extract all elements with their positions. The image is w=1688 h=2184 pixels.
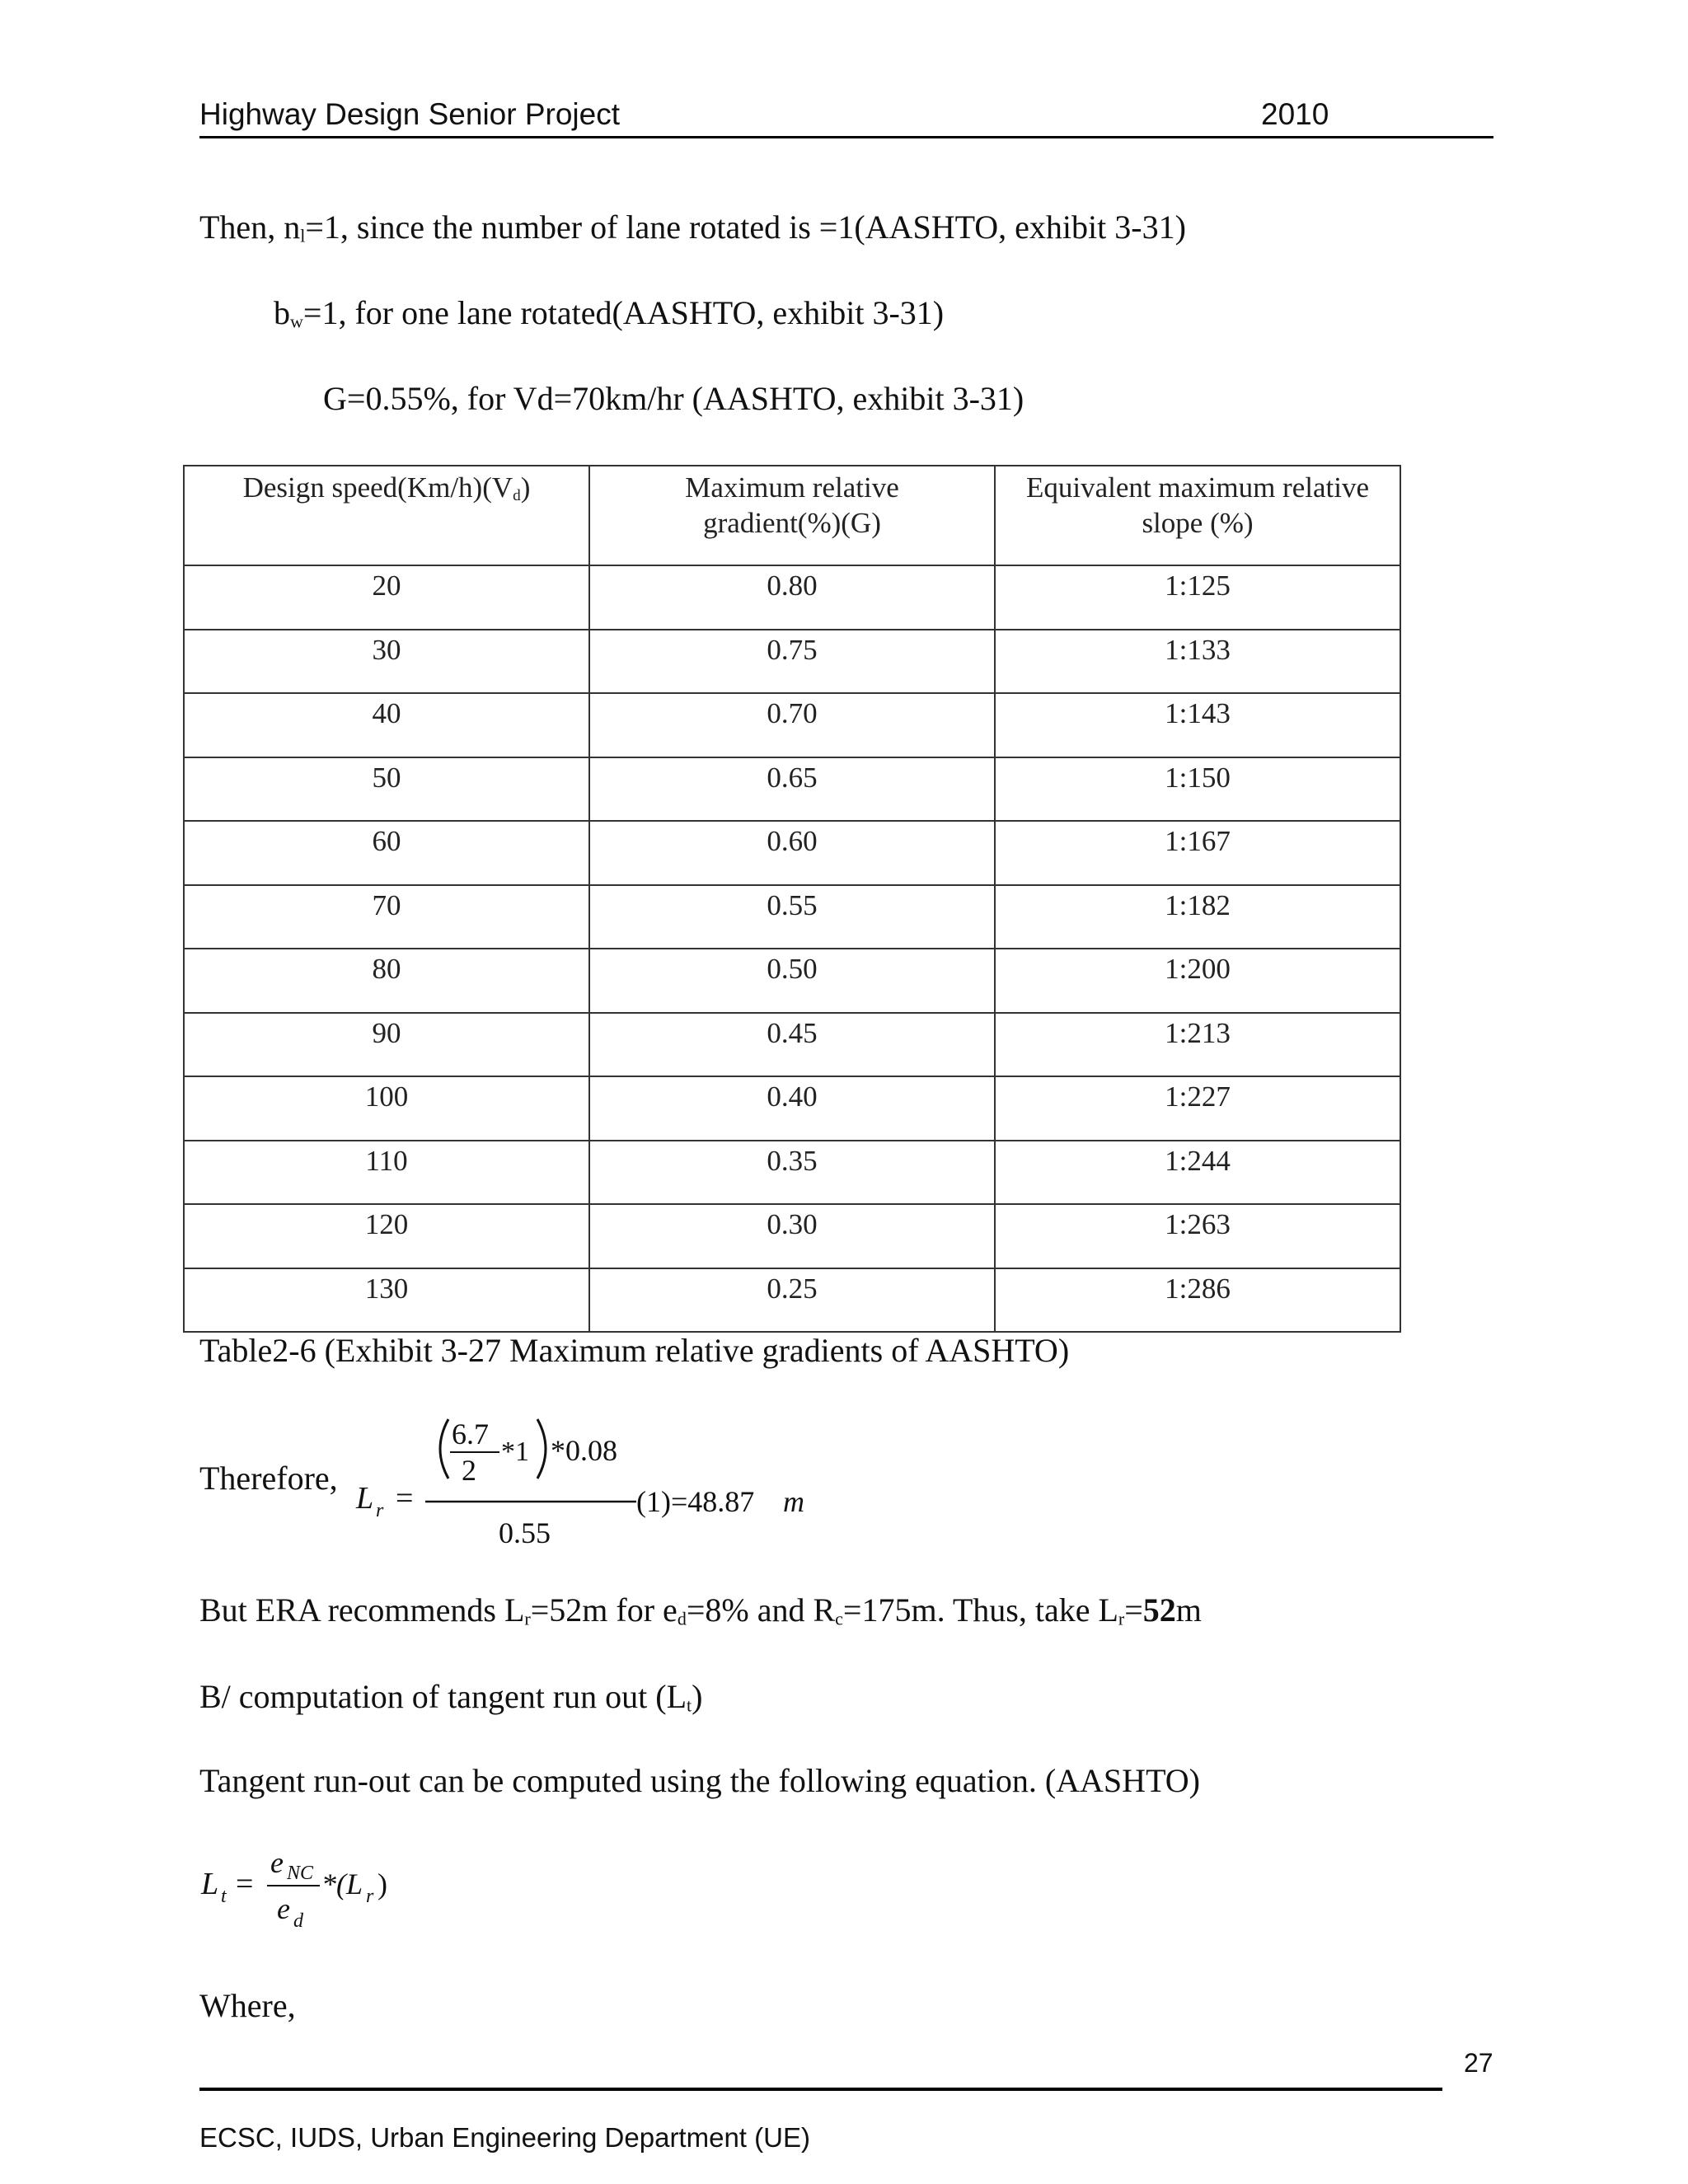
cell-speed: 130 <box>184 1268 589 1333</box>
f2-rhs-sub: r <box>366 1886 374 1907</box>
table-row <box>184 1141 1400 1205</box>
where-label: Where, <box>199 1987 296 2024</box>
cell-speed: 50 <box>184 757 589 822</box>
f2-num: e <box>270 1846 284 1879</box>
footer-rule <box>199 2088 1442 2091</box>
cell-speed: 90 <box>184 1013 589 1077</box>
f1-close-paren <box>537 1419 546 1479</box>
cell-gradient: 0.25 <box>589 1268 995 1333</box>
cell-speed: 80 <box>184 949 589 1013</box>
f1-times-one: *1 <box>501 1436 529 1467</box>
table-header-equiv-slope <box>995 466 1400 565</box>
formula1-lead: Therefore, <box>199 1460 338 1497</box>
runout-sub: t <box>687 1694 692 1716</box>
era-t3: =8% and R <box>686 1591 836 1629</box>
cell-slope: 1:227 <box>995 1076 1400 1141</box>
header-title: Highway Design Senior Project <box>199 97 621 131</box>
intro-line2-post: =1, for one lane rotated(AASHTO, exhibit 3-31) <box>302 294 945 331</box>
cell-slope: 1:200 <box>995 949 1400 1013</box>
cell-gradient: 0.30 <box>589 1204 995 1268</box>
f1-lhs: L <box>356 1481 374 1516</box>
table-row <box>184 949 1400 1013</box>
header-rule <box>199 136 1493 138</box>
header-slope-line1: Equivalent maximum relative <box>1026 471 1369 504</box>
intro-line-lanes <box>199 208 1186 246</box>
cell-slope: 1:167 <box>995 821 1400 885</box>
table-row <box>184 1204 1400 1268</box>
f2-equals: = <box>236 1867 254 1901</box>
table-row <box>184 1076 1400 1141</box>
cell-gradient: 0.45 <box>589 1013 995 1077</box>
cell-slope: 1:125 <box>995 565 1400 630</box>
cell-speed: 70 <box>184 885 589 949</box>
cell-speed: 40 <box>184 693 589 757</box>
tangent-runout-heading <box>199 1677 702 1716</box>
header-gradient-line2: gradient(%)(G) <box>703 507 881 539</box>
f1-unit: m <box>783 1485 804 1518</box>
f2-lhs: L <box>201 1867 219 1901</box>
header-speed-tail: ) <box>520 471 531 504</box>
page-number: 27 <box>1464 2048 1493 2078</box>
cell-speed: 60 <box>184 821 589 885</box>
cell-slope: 1:213 <box>995 1013 1400 1077</box>
era-s4: r <box>1118 1608 1125 1629</box>
cell-slope: 1:182 <box>995 885 1400 949</box>
cell-gradient: 0.70 <box>589 693 995 757</box>
f1-inner-den: 2 <box>462 1454 476 1487</box>
cell-gradient: 0.50 <box>589 949 995 1013</box>
table-row <box>184 565 1400 630</box>
cell-gradient: 0.60 <box>589 821 995 885</box>
runoff-length-formula <box>346 1401 857 1558</box>
runout-pre: B/ computation of tangent run out (L <box>199 1678 687 1715</box>
f1-times-e: *0.08 <box>551 1434 617 1467</box>
relative-gradient-table <box>183 465 1401 1333</box>
cell-speed: 30 <box>184 630 589 694</box>
f1-factor: (1) <box>636 1485 671 1518</box>
f1-result: =48.87 <box>671 1485 755 1518</box>
cell-gradient: 0.65 <box>589 757 995 822</box>
header-slope-line2: slope (%) <box>1142 507 1254 539</box>
table-header-row <box>184 466 1400 565</box>
table-row <box>184 630 1400 694</box>
table-row <box>184 693 1400 757</box>
header-gradient-line1: Maximum relative <box>685 471 899 504</box>
table-row <box>184 757 1400 822</box>
f1-equals: = <box>396 1481 414 1516</box>
f1-open-paren <box>440 1419 448 1479</box>
runout-post: ) <box>692 1678 703 1715</box>
table-header-max-gradient <box>589 466 995 565</box>
f1-inner-num: 6.7 <box>452 1418 489 1451</box>
table-header-design-speed <box>184 466 589 565</box>
era-t1: But ERA recommends L <box>199 1591 525 1629</box>
cell-slope: 1:286 <box>995 1268 1400 1333</box>
cell-gradient: 0.40 <box>589 1076 995 1141</box>
f2-rhs-close: ) <box>377 1868 387 1900</box>
era-s2: d <box>677 1608 687 1629</box>
cell-slope: 1:263 <box>995 1204 1400 1268</box>
header-year: 2010 <box>1261 97 1329 131</box>
cell-speed: 100 <box>184 1076 589 1141</box>
era-s3: c <box>835 1608 843 1629</box>
cell-gradient: 0.55 <box>589 885 995 949</box>
f2-rhs: *(L <box>321 1868 363 1900</box>
f2-lhs-sub: t <box>221 1886 227 1907</box>
cell-slope: 1:133 <box>995 630 1400 694</box>
intro-line-gradient: G=0.55%, for Vd=70km/hr (AASHTO, exhibit 3-31) <box>323 380 1025 417</box>
table-caption: Table2-6 (Exhibit 3-27 Maximum relative gradients of AASHTO) <box>199 1332 1070 1369</box>
tangent-runout-formula <box>195 1831 442 1938</box>
table-row <box>184 1013 1400 1077</box>
cell-speed: 110 <box>184 1141 589 1205</box>
f2-den-sub: d <box>293 1910 303 1932</box>
tangent-runout-intro: Tangent run-out can be computed using the following equation. (AASHTO) <box>199 1762 1200 1799</box>
f1-lhs-sub: r <box>376 1500 384 1521</box>
intro-line2-pre: b <box>274 294 290 331</box>
era-t5: = <box>1124 1591 1143 1629</box>
intro-line1-pre: Then, n <box>199 209 301 246</box>
footer-text: ECSC, IUDS, Urban Engineering Department (UE) <box>199 2122 810 2153</box>
cell-slope: 1:244 <box>995 1141 1400 1205</box>
table-row <box>184 821 1400 885</box>
era-t6: m <box>1175 1591 1202 1629</box>
cell-gradient: 0.80 <box>589 565 995 630</box>
era-t4: =175m. Thus, take L <box>842 1591 1118 1629</box>
cell-gradient: 0.35 <box>589 1141 995 1205</box>
era-recommendation <box>199 1591 1202 1629</box>
intro-line1-post: =1, since the number of lane rotated is =1(AASHTO, exhibit 3-31) <box>305 209 1186 246</box>
f2-den: e <box>277 1892 290 1925</box>
era-s1: r <box>524 1608 531 1629</box>
intro-line-bw <box>274 293 944 332</box>
f2-num-sub: NC <box>287 1863 314 1884</box>
header-speed-main: Design speed(Km/h)(V <box>242 471 513 504</box>
cell-slope: 1:150 <box>995 757 1400 822</box>
era-t2: =52m for e <box>530 1591 678 1629</box>
cell-gradient: 0.75 <box>589 630 995 694</box>
table-row <box>184 885 1400 949</box>
table-row <box>184 1268 1400 1333</box>
header-speed-sub: d <box>513 486 521 504</box>
era-bold-value: 52 <box>1142 1591 1176 1629</box>
cell-speed: 20 <box>184 565 589 630</box>
cell-speed: 120 <box>184 1204 589 1268</box>
intro-line1-sub: l <box>300 225 306 246</box>
f1-denominator: 0.55 <box>499 1516 551 1549</box>
cell-slope: 1:143 <box>995 693 1400 757</box>
intro-line2-sub: w <box>290 311 303 332</box>
